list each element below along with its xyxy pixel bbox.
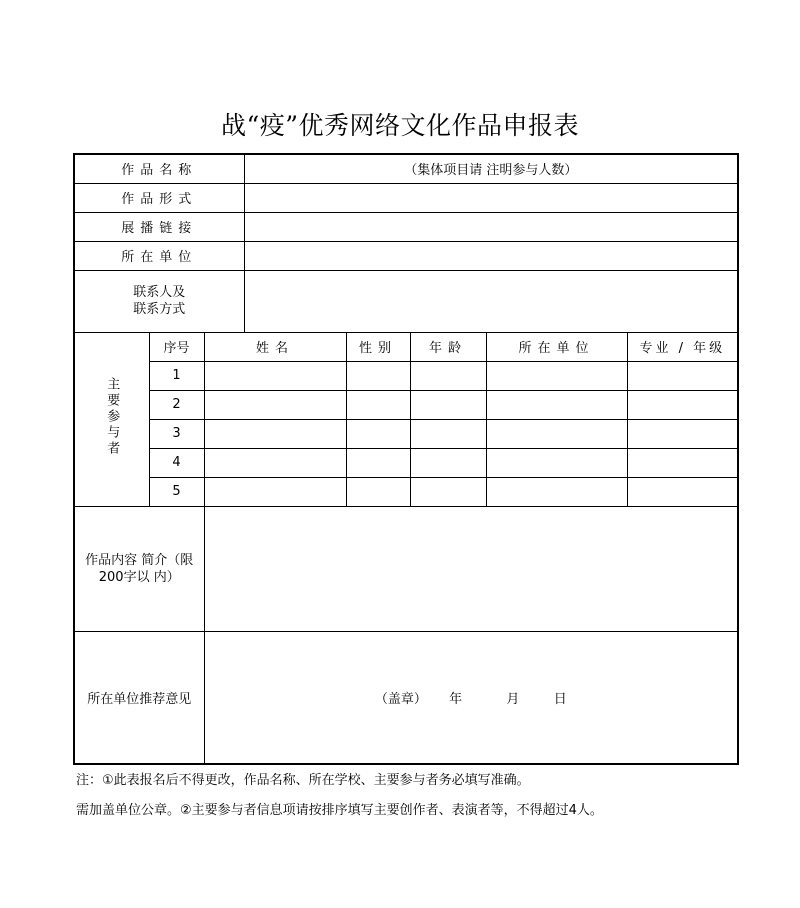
participant-number: 3 bbox=[149, 419, 204, 448]
participant-major-cell[interactable] bbox=[627, 477, 738, 506]
participants-group-label bbox=[74, 332, 149, 506]
participant-age-cell[interactable] bbox=[410, 477, 486, 506]
participant-number: 2 bbox=[149, 390, 204, 419]
day-text: 日 bbox=[553, 691, 567, 707]
application-form-table bbox=[73, 153, 739, 765]
field-recommendation[interactable] bbox=[204, 631, 738, 764]
participant-gender-cell[interactable] bbox=[346, 477, 410, 506]
participant-row bbox=[74, 477, 738, 506]
month-text: 月 bbox=[506, 691, 520, 707]
notes bbox=[76, 766, 756, 826]
header-seq: 序号 bbox=[149, 332, 204, 361]
form-title: 战“疫”优秀网络文化作品申报表 bbox=[220, 111, 580, 140]
note-line-2: 需加盖单位公章。②主要参与者信息项请按排序填写主要创作者、表演者等，不得超过4人。 bbox=[76, 803, 603, 818]
participant-age-cell[interactable] bbox=[410, 361, 486, 390]
field-link[interactable] bbox=[244, 212, 738, 241]
participant-name-cell[interactable] bbox=[204, 448, 346, 477]
participant-age-cell[interactable] bbox=[410, 419, 486, 448]
work-name-hint: （集体项目请 注明参与人数） bbox=[404, 163, 578, 179]
field-work-form[interactable] bbox=[244, 183, 738, 212]
participant-name-cell[interactable] bbox=[204, 419, 346, 448]
row-link bbox=[74, 212, 738, 241]
label-work-name: 作品名称 bbox=[74, 154, 244, 183]
participants-header-row bbox=[74, 332, 738, 361]
participant-name-cell[interactable] bbox=[204, 361, 346, 390]
row-unit bbox=[74, 241, 738, 270]
label-link: 展播链接 bbox=[74, 212, 244, 241]
participant-gender-cell[interactable] bbox=[346, 419, 410, 448]
row-summary bbox=[74, 506, 738, 631]
participant-gender-cell[interactable] bbox=[346, 361, 410, 390]
participant-age-cell[interactable] bbox=[410, 448, 486, 477]
field-unit[interactable] bbox=[244, 241, 738, 270]
participant-major-cell[interactable] bbox=[627, 361, 738, 390]
header-gender: 性别 bbox=[346, 332, 410, 361]
participant-number: 4 bbox=[149, 448, 204, 477]
header-name: 姓名 bbox=[204, 332, 346, 361]
field-summary[interactable] bbox=[204, 506, 738, 631]
row-contact bbox=[74, 270, 738, 332]
row-work-form bbox=[74, 183, 738, 212]
participants-group-text: 主要参与者 bbox=[104, 377, 120, 457]
label-unit: 所在单位 bbox=[74, 241, 244, 270]
note-line-1: 注：①此表报名后不得更改，作品名称、所在学校、主要参与者务必填写准确。 bbox=[76, 773, 530, 788]
row-recommendation bbox=[74, 631, 738, 764]
participant-row bbox=[74, 448, 738, 477]
participant-unit-cell[interactable] bbox=[486, 419, 627, 448]
participant-age-cell[interactable] bbox=[410, 390, 486, 419]
participant-row bbox=[74, 419, 738, 448]
header-major-grade: 专业 / 年级 bbox=[627, 332, 738, 361]
participant-name-cell[interactable] bbox=[204, 477, 346, 506]
header-age: 年龄 bbox=[410, 332, 486, 361]
participant-unit-cell[interactable] bbox=[486, 361, 627, 390]
participant-gender-cell[interactable] bbox=[346, 390, 410, 419]
participant-unit-cell[interactable] bbox=[486, 448, 627, 477]
header-unit: 所在单位 bbox=[486, 332, 627, 361]
row-work-name bbox=[74, 154, 738, 183]
participant-unit-cell[interactable] bbox=[486, 477, 627, 506]
participant-major-cell[interactable] bbox=[627, 390, 738, 419]
label-work-form: 作品形式 bbox=[74, 183, 244, 212]
year-text: 年 bbox=[449, 691, 463, 707]
participant-major-cell[interactable] bbox=[627, 448, 738, 477]
participant-gender-cell[interactable] bbox=[346, 448, 410, 477]
seal-text: （盖章） bbox=[374, 691, 427, 707]
label-summary: 作品内容 简介（限 200字以 内） bbox=[74, 506, 204, 631]
participant-unit-cell[interactable] bbox=[486, 390, 627, 419]
field-work-name[interactable] bbox=[244, 154, 738, 183]
participant-name-cell[interactable] bbox=[204, 390, 346, 419]
participant-row bbox=[74, 361, 738, 390]
label-recommendation: 所在单位推荐意见 bbox=[74, 631, 204, 764]
participant-number: 5 bbox=[149, 477, 204, 506]
participant-row bbox=[74, 390, 738, 419]
participant-number: 1 bbox=[149, 361, 204, 390]
field-contact[interactable] bbox=[244, 270, 738, 332]
label-contact: 联系人及 联系方式 bbox=[74, 270, 244, 332]
participant-major-cell[interactable] bbox=[627, 419, 738, 448]
